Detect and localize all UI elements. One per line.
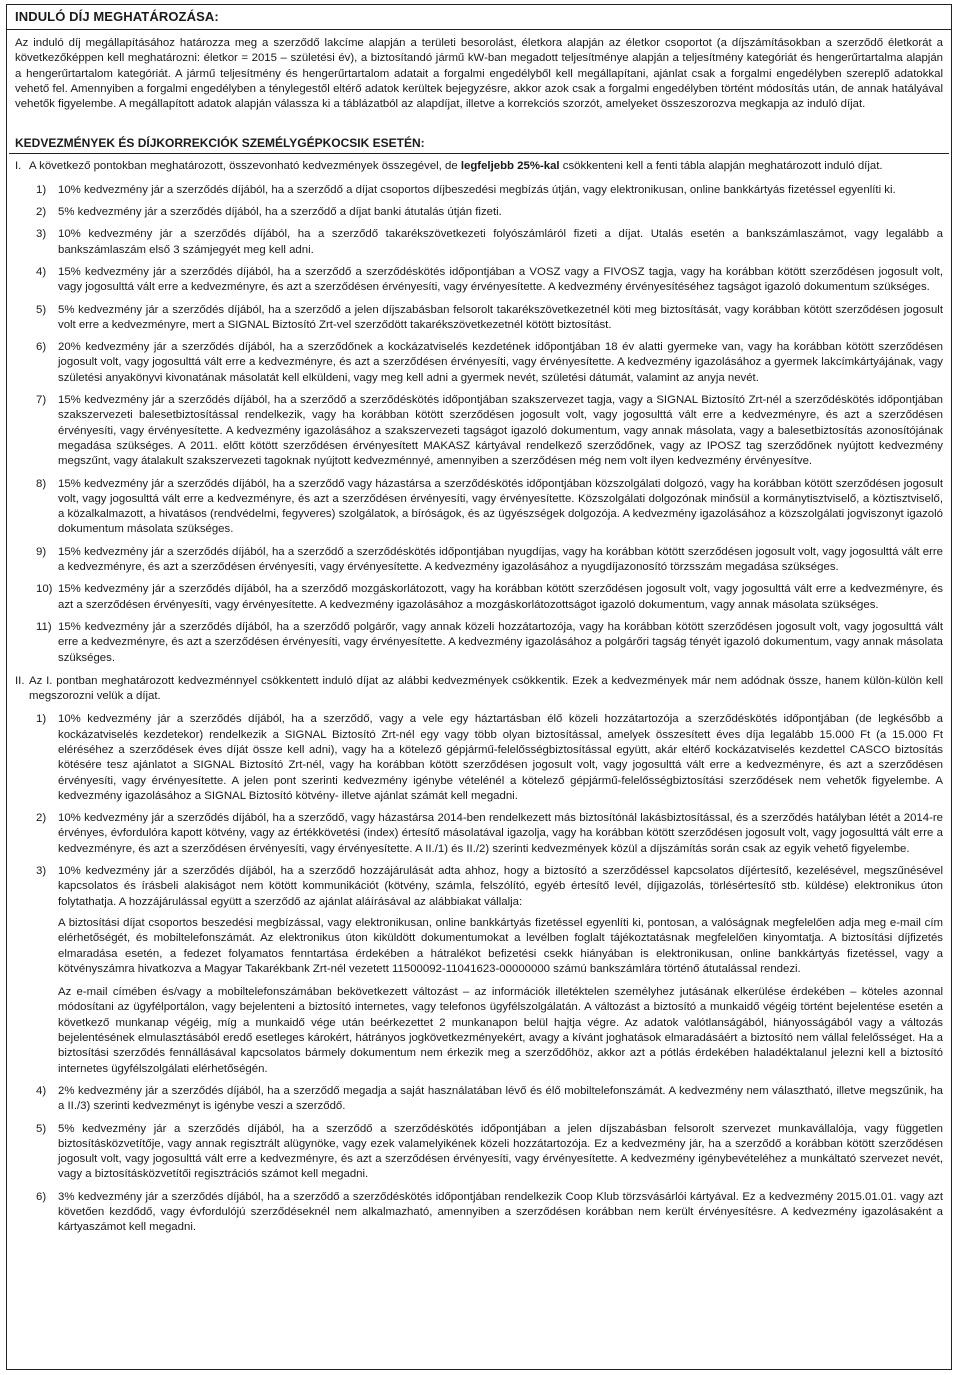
item-number: 1) xyxy=(36,183,47,196)
item-text: 5% kedvezmény jár a szerződés díjából, ha a szerződő a jelen díjszabásban felsorolt takarékszövetkezetnél köti meg biztosítását, vagy korábban kötött szerződésen jogosult volt erre a kedvezményre, mert a SIGNAL Biztosító Zrt-vel szerződött takarékszövetkezetnél kötött biztosítást. xyxy=(58,303,943,331)
item-number: 8) xyxy=(36,477,47,490)
item-text: 10% kedvezmény jár a szerződés díjából, ha a szerződő takarékszövetkezeti folyószámláról fizeti a díjat. Utalás esetén a bankszámlaszámot, vagy legalább a bankszámlaszám első 3 számjegyét meg kell adni. xyxy=(58,228,943,256)
item-number: 6) xyxy=(36,341,47,354)
item-number: 1) xyxy=(36,713,47,726)
section-text: Az I. pontban meghatározott kedvezménnyel csökkentett induló díjat az alábbi kedvezmények csökkentik. Ezek a kedvezmények már nem adódnak össze, hanem külön-külön kell megszorozni velük a díjat. xyxy=(29,674,943,703)
item-number: 5) xyxy=(36,1122,47,1135)
item-text: 15% kedvezmény jár a szerződés díjából, ha a szerződő a szerződéskötés időpontjában szakszervezet tagja, vagy a SIGNAL Biztosító Zrt-nél a szerződéskötés időpontjában szakszervezeti balesetbiztosítással rendelkezik, vagy ha korábban kötött szerződésen jogosult volt, vagy jogosulttá vált erre a kedvezményre, és azt a szerződésen érvényesíti, vagy érvényesítette. A kedvezmény igazolásához a szakszervezeti tagságot igazoló dokumentum, vagy annak másolata, vagy a balesetbiztosítás azonosítójának megadása szükséges. A 2011. előtt kötött szerződésen érvényesített MAKASZ kártyával rendelkező szerződőnek, vagy az IPOSZ tag szerződőnek nyújtott kedvezmény megszűnt, vagy átalakult szakszervezeti tagoknak nyújtott kedvezménnyé, amennyiben a szerződésen még nem volt ilyen kedvezmény érvényesítve. xyxy=(58,394,943,468)
list-item xyxy=(7,582,951,613)
list-item xyxy=(7,864,951,910)
item-number: 2) xyxy=(36,812,47,825)
item-number: 10) xyxy=(36,583,53,596)
list-item xyxy=(7,303,951,334)
page-title: INDULÓ DÍJ MEGHATÁROZÁSA: xyxy=(7,5,951,30)
item-number: 6) xyxy=(36,1190,47,1203)
item-text: 10% kedvezmény jár a szerződés díjából, ha a szerződő hozzájárulását adta ahhoz, hogy a biztosító a szerződéssel kapcsolatos díjértesítő, kezelésével, megszűnésével kapcsolatos és írásbeli alakiságot nem kötött kommunikációt (kötvény, számla, felszólító, egyéb értesítő levél, díjigazolás, törlésértesítő stb. küldése) elektronikus úton folytathatja. A hozzájárulással együtt a szerződő az ajánlat aláírásával az alábbiakat vállalja: xyxy=(58,865,943,908)
list-item xyxy=(7,1190,951,1236)
section-ii xyxy=(7,674,951,705)
item-text: 15% kedvezmény jár a szerződés díjából, ha a szerződő vagy házastársa a szerződéskötés időpontjában közszolgálati dolgozó, vagy ha korábban kötött szerződésen jogosult volt, vagy jogosulttá vált erre a kedvezményre, és azt a szerződésen érvényesíti, vagy érvényesítette. Közszolgálati dolgozónak minősül a kormánytisztviselő, a köztisztviselő, a közalkalmazott, a hivatásos (rendvédelmi, fegyveres) szolgálatok, a bíróságok, és az ügyészségek dolgozója. A kedvezmény igazolásához a közszolgálati jogviszonyt igazoló dokumentum másolata szükséges. xyxy=(58,477,943,536)
item-text: 10% kedvezmény jár a szerződés díjából, ha a szerződő a díjat csoportos díjbeszedési megbízás útján, vagy elektronikusan, online bankkártyás fizetéssel egyenlíti ki. xyxy=(58,183,896,196)
list-item xyxy=(7,1122,951,1183)
item-number: 3) xyxy=(36,228,47,241)
list-item xyxy=(7,545,951,576)
item-paragraph: Az e-mail címében és/vagy a mobiltelefonszámában bekövetkezett változást – az információk illetéktelen személyhez jutásának elkerülése érdekében – köteles azonnal módosítani az ügyfélportálon, vagy bejelenteni a biztosító internetes, vagy telefonos ügyfélszolgálatán. A változást a biztosító a munkaidő végéig történt bejelentése esetén a következő munkanap végéig, míg a munkaidő vége után beérkezettet 2 munkanapon belül hajtja végre. Az adatok valótlanságából, hiányosságából vagy a változás bejelentésének elmulasztásából eredő esetleges károkért, hátrányos jogkövetkezményekért, avagy a kívánt joghatások elmaradásáért a biztosító nem vállal felelősséget. Ha a biztosítási szerződés fennállásával kapcsolatos bármely dokumentum nem érkezik meg a szerződőhöz, akkor azt a pótlás érdekében haladéktalanul jelezni kell a biztosító internetes ügyfélszolgálati elérhetőségén. xyxy=(58,986,943,1075)
section-number: I. xyxy=(15,160,22,173)
list-item xyxy=(7,620,951,666)
document-page xyxy=(6,4,952,1370)
item-number: 11) xyxy=(36,620,52,633)
item-number: 2) xyxy=(36,206,47,219)
intro-paragraph: Az induló díj megállapításához határozza meg a szerződő lakcíme alapján a területi besorolást, életkora alapján az életkor csoportot (a díjszámításokban a szerződő életkorát a következőképpen kell meghatározni: életkor = 2015 – születési év), a biztosítandó jármű kW-ban megadott teljesítménye alapján a teljesítmény kategóriát és hengerűrtartalma alapján a hengerűrtartalom kategóriát. A jármű teljesítmény és hengerűrtartalom adatait a forgalmi engedélyből kell megállapítani, ajánlat csak a forgalmi engedélyben szereplő adatokkal vehető fel. Amennyiben a forgalmi engedélyben a ténylegestől eltérő adatok kerültek bejegyzésre, akkor azok csak a forgalmi engedélyben történt módosítás után, de annak hatályával vehetők figyelembe. A megállapított adatok alapján válassza ki a táblázatból az alapdíjat, illetve a korrekciós szorzót, amelyeket összeszorozva megkapja az induló díjat. xyxy=(15,37,943,111)
item-text: 3% kedvezmény jár a szerződés díjából, ha a szerződő a szerződéskötés időpontjában rendelkezik Coop Klub törzsvásárlói kártyával. Ez a kedvezmény 2015.01.01. vagy azt követően kezdődő, vagy évfordulójú szerződéseknél nem alkalmazható, amennyiben a szerződésen korábban nem került érvényesítésre. A kedvezmény igazolásaként a kártyaszámot kell megadni. xyxy=(58,1190,943,1234)
section-text: A következő pontokban meghatározott, összevonható kedvezmények összegével, de xyxy=(29,160,461,173)
list-item xyxy=(7,477,951,538)
section-i xyxy=(7,159,951,174)
item-text: 5% kedvezmény jár a szerződés díjából, ha a szerződő a szerződéskötés időpontjában a jelen díjszabásban felsorolt szervezet munkavállalója, vagy független biztosításközvetítője, vagy annak regisztrált alügynöke, vagy ezek valamelyikének közeli hozzátartozója. Ez a kedvezmény jár, ha a szerződő a korábban kötött szerződésen jogosult volt, vagy jogosulttá vált erre a kedvezményre, és azt a szerződésen érvényesíti, vagy érvényesítette. A kedvezmény igénybevételéhez a munkáltató szervezet nevét, vagy a biztosításközvetítői regisztrációs számot kell megadni. xyxy=(58,1122,943,1181)
item-text: 10% kedvezmény jár a szerződés díjából, ha a szerződő, vagy a vele egy háztartásban élő közeli hozzátartozója a szerződéskötés időpontjában (de legkésőbb a kockázatviselés kezdetekor) rendelkezik a SIGNAL Biztosító Zrt-nél egy vagy több olyan biztosítással, amelyek összesített éves díja legalább 15.000 Ft (a 15.000 Ft eléréséhez a szerződések éves díját össze kell adni), vagy ha a kötelező gépjármű-felelősségbiztosítással együtt, akár eltérő kockázatviselés kezdettel CASCO biztosítás kötésére tesz ajánlatot a SIGNAL Biztosító Zrt-nél, vagy ha korábban kötött szerződésen jogosult volt, vagy jogosulttá vált erre a kedvezményre, és azt a szerződésen érvényesíti, vagy érvényesítette. A jelen pont szerinti kedvezmény igénybe vételénél a kötelező gépjármű-felelősségbiztosítási szerződések nem vehetők figyelembe. A kedvezmény igazolásához a SIGNAL Biztosító kötvény- illetve ajánlat számát kell megadni. xyxy=(58,713,943,802)
item-text: 10% kedvezmény jár a szerződés díjából, ha a szerződő, vagy házastársa 2014-ben rendelkezett más biztosítónál lakásbiztosítással, és a szerződés hatályban létét a 2014-re érvényes, évfordulóra kapott kötvény, vagy az értékkövetési (index) értesítő másolatával igazolja, vagy ha korábban kötött szerződésen jogosult volt, vagy jogosulttá vált erre a kedvezményre, és azt a szerződésen érvényesíti, vagy érvényesítette. A II./1) és II./2) szerinti kedvezmények közül a díjszámítás során csak az egyik vehető figyelembe. xyxy=(58,812,943,855)
list-item xyxy=(7,712,951,804)
list-item xyxy=(7,205,951,220)
item-text: 15% kedvezmény jár a szerződés díjából, ha a szerződő a szerződéskötés időpontjában nyugdíjas, vagy ha korábban kötött szerződésen jogosult volt, vagy jogosulttá vált erre a kedvezményre, és azt a szerződésen érvényesíti, vagy érvényesítette. A kedvezmény igazolásához a nyugdíjazonosító törzsszám megadása szükséges. xyxy=(58,545,943,574)
item-text: 15% kedvezmény jár a szerződés díjából, ha a szerződő a szerződéskötés időpontjában a VOSZ vagy a FIVOSZ tagja, vagy ha korábban kötött szerződésen jogosult volt, vagy jogosulttá vált erre a kedvezményre, és azt a szerződésen érvényesíti, vagy érvényesítette. A kedvezmény érvényesítéséhez tagságot igazoló dokumentum szükséges. xyxy=(58,265,943,294)
list-item xyxy=(7,811,951,857)
item-text: 15% kedvezmény jár a szerződés díjából, ha a szerződő polgárőr, vagy annak közeli hozzátartozója, vagy ha korábban kötött szerződésen jogosult volt, vagy jogosulttá vált erre a kedvezményre, és azt a szerződésen érvényesíti, vagy érvényesítette. A kedvezmény igazolásához a polgárőri tagság tényét igazoló dokumentum, vagy annak másolata szükséges. xyxy=(58,620,943,664)
item-number: 3) xyxy=(36,865,47,878)
list-item xyxy=(7,227,951,258)
item-text: 2% kedvezmény jár a szerződés díjából, ha a szerződő megadja a saját használatában lévő és élő mobiltelefonszámát. A kedvezmény nem választható, illetve megszűnik, ha a II./3) szerinti kedvezményt is igénybe veszi a szerződő. xyxy=(58,1084,943,1113)
item-text: 5% kedvezmény jár a szerződés díjából, ha a szerződő a díjat banki átutalás útján fizeti. xyxy=(58,206,502,219)
section-highlight: legfeljebb 25%-kal xyxy=(460,160,560,173)
list-item xyxy=(7,340,951,386)
list-item xyxy=(7,393,951,469)
section-text-end: csökkenteni kell a fenti tábla alapján meghatározott induló díjat. xyxy=(559,160,883,173)
section-title: KEDVEZMÉNYEK ÉS DÍJKORREKCIÓK SZEMÉLYGÉPKOCSIK ESETÉN: xyxy=(9,136,949,154)
list-item xyxy=(7,183,951,198)
item-number: 7) xyxy=(36,394,47,407)
item-number: 4) xyxy=(36,265,47,278)
item-text: 20% kedvezmény jár a szerződés díjából, ha a szerződőnek a kockázatviselés kezdetének időpontjában 18 év alatti gyermeke van, vagy ha korábban kötött szerződésen jogosult volt, vagy jogosulttá vált erre a kedvezményre, és azt a szerződésen érvényesíti, vagy érvényesítette. A kedvezmény igazolásához a gyermek lakcímkártyájának, vagy születési anyakönyvi kivonatának másolatát kell elküldeni, vagy meg kell adni a gyermek nevét, születési dátumát, valamint az anyja nevét. xyxy=(58,341,943,384)
list-item xyxy=(7,265,951,296)
section-number: II. xyxy=(15,674,25,687)
item-number: 9) xyxy=(36,545,47,558)
item-number: 4) xyxy=(36,1084,47,1097)
list-item xyxy=(7,1084,951,1115)
item-number: 5) xyxy=(36,303,47,316)
item-paragraph: A biztosítási díjat csoportos beszedési megbízással, vagy elektronikusan, online bankkártyás fizetéssel egyenlíti ki, pontosan, a valóságnak megfelelően adja meg e-mail cím elérhetőségét, és mobiltelefonszámát. Az elektronikus úton kiküldött dokumentumokat a levélben foglalt tájékoztatásnak megfelelően kinyomtatja. A biztosítási díjfizetés elmaradása esetén, a fedezet folyamatos fenntartása érdekében a hátralékot befizetési csekk hiányában is elektronikusan, online bankkártyás fizetéssel, vagy a kötvényszámra hivatkozva a Magyar Takarékbank Zrt-nél vezetett 11500092-11041623-00000000 számú bankszámlára történő átutalással rendezi. xyxy=(58,916,943,975)
item-text: 15% kedvezmény jár a szerződés díjából, ha a szerződő mozgáskorlátozott, vagy ha korábban kötött szerződésen jogosult volt, vagy jogosulttá vált erre a kedvezményre, és azt a szerződésen érvényesíti, vagy érvényesítette. A kedvezmény igazolásához a mozgáskorlátozottságot igazoló dokumentum, vagy annak másolata szükséges. xyxy=(58,583,943,611)
